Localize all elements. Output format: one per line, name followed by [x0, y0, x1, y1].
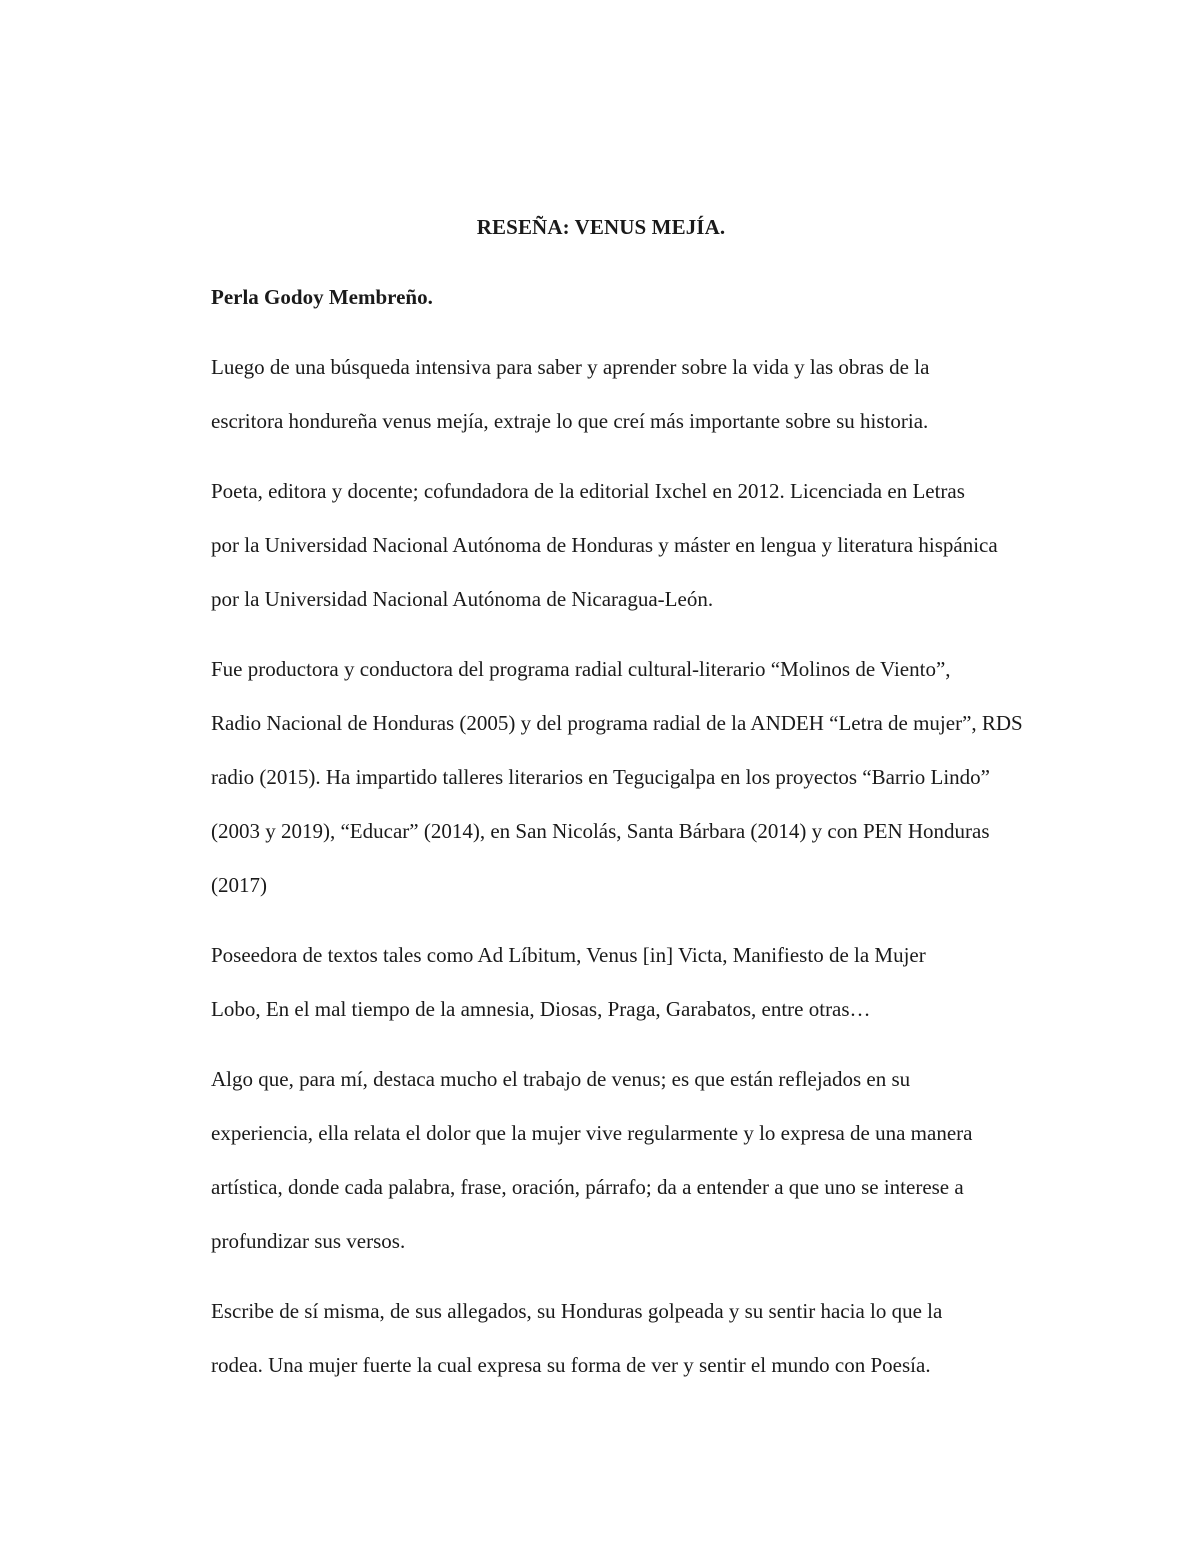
paragraph-3	[142, 626, 1060, 912]
paragraph-4	[142, 912, 1060, 1036]
document-body	[142, 200, 1060, 1392]
paragraph-line: por la Universidad Nacional Autónoma de Honduras y máster en lengua y literatura hispánica	[211, 533, 998, 557]
paragraph-line: Fue productora y conductora del programa radial cultural-literario “Molinos de Viento”,	[211, 657, 951, 681]
paragraph-line: artística, donde cada palabra, frase, oración, párrafo; da a entender a que uno se interese a	[211, 1175, 964, 1199]
paragraph-line: Algo que, para mí, destaca mucho el trabajo de venus; es que están reflejados en su	[211, 1067, 911, 1091]
paragraph-line: (2003 y 2019), “Educar” (2014), en San Nicolás, Santa Bárbara (2014) y con PEN Honduras	[211, 819, 990, 843]
paragraph-line: profundizar sus versos.	[211, 1229, 406, 1253]
paragraph-1	[142, 324, 1060, 448]
paragraph-line: Luego de una búsqueda intensiva para saber y aprender sobre la vida y las obras de la	[211, 355, 930, 379]
paragraph-6	[142, 1268, 1060, 1392]
paragraph-line: Escribe de sí misma, de sus allegados, su Honduras golpeada y su sentir hacia lo que la	[211, 1299, 943, 1323]
paragraph-5	[142, 1036, 1060, 1268]
paragraph-line: Poseedora de textos tales como Ad Líbitum, Venus [in] Victa, Manifiesto de la Mujer	[211, 943, 926, 967]
document-author: Perla Godoy Membreño.	[211, 285, 433, 309]
paragraph-line: radio (2015). Ha impartido talleres literarios en Tegucigalpa en los proyectos “Barrio Lindo”	[211, 765, 990, 789]
paragraph-line: Lobo, En el mal tiempo de la amnesia, Diosas, Praga, Garabatos, entre otras…	[211, 997, 871, 1021]
paragraph-line: rodea. Una mujer fuerte la cual expresa su forma de ver y sentir el mundo con Poesía.	[211, 1353, 931, 1377]
document-title: RESEÑA: VENUS MEJÍA.	[476, 215, 726, 239]
paragraph-line: experiencia, ella relata el dolor que la mujer vive regularmente y lo expresa de una manera	[211, 1121, 973, 1145]
paragraph-line: por la Universidad Nacional Autónoma de Nicaragua-León.	[211, 587, 714, 611]
paragraph-line: Poeta, editora y docente; cofundadora de la editorial Ixchel en 2012. Licenciada en Letras	[211, 479, 965, 503]
paragraph-line: (2017)	[211, 873, 267, 897]
paragraph-line: escritora hondureña venus mejía, extraje lo que creí más importante sobre su historia.	[211, 409, 929, 433]
paragraph-2	[142, 448, 1060, 626]
paragraph-line: Radio Nacional de Honduras (2005) y del programa radial de la ANDEH “Letra de mujer”, RDS	[211, 711, 1023, 735]
